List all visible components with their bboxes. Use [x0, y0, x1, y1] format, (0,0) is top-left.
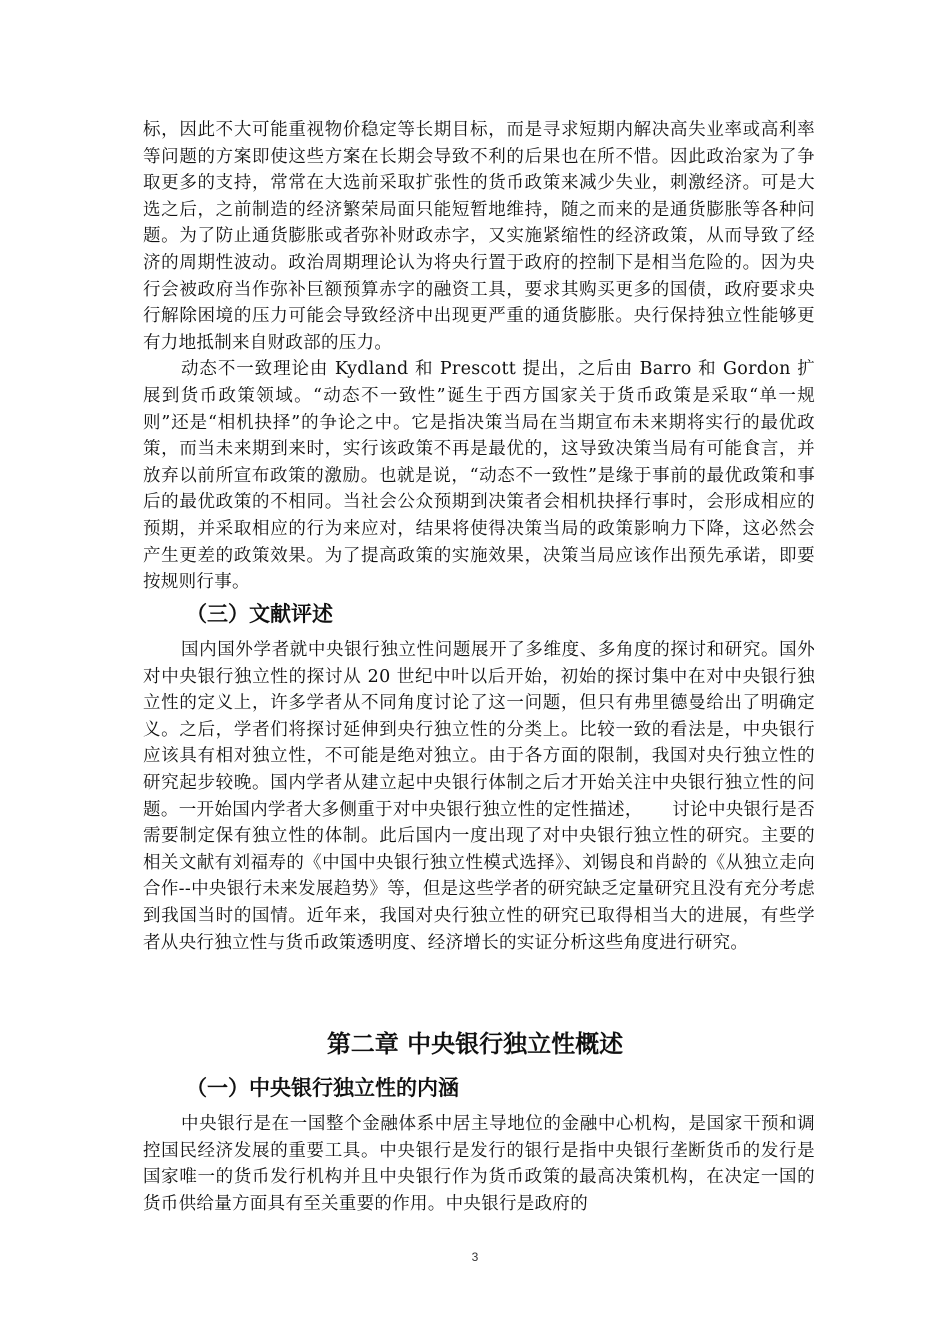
- page-number: 3: [471, 1250, 479, 1264]
- section-heading-connotation: （一）中央银行独立性的内涵: [186, 1076, 459, 1100]
- paragraph-political-cycle: 标，因此不大可能重视物价稳定等长期目标，而是寻求短期内解决高失业率或高利率等问题的方案即使这些方案在长期会导致不利的后果也在所不惜。因此政治家为了争取更多的支持，常常在大选前采取扩张性的货币政策来减少失业，刺激经济。可是大选之后，之前制造的经济繁荣局面只能短暂地维持，随之而来的是通货膨胀等各种问题。为了防止通货膨胀或者弥补财政赤字，又实施紧缩性的经济政策，从而导致了经济的周期性波动。政治周期理论认为将央行置于政府的控制下是相当危险的。因为央行会被政府当作弥补巨额预算赤字的融资工具，要求其购买更多的国债，政府要求央行解除困境的压力可能会导致经济中出现更严重的通货膨胀。央行保持独立性能够更有力地抵制来自财政部的压力。: [143, 120, 815, 353]
- chapter-title: 第二章 中央银行独立性概述: [326, 1030, 624, 1058]
- text-block-literature: [143, 637, 815, 956]
- text-block-theory: [143, 117, 815, 596]
- paragraph-dynamic-inconsistency: 动态不一致理论由 Kydland 和 Prescott 提出，之后由 Barro 和 Gordon 扩展到货币政策领域。“动态不一致性”诞生于西方国家关于货币政策是采取“单一规则”还是“相机抉择”的争论之中。它是指决策当局在当期宣布未来期将实行的最优政策，而当未来期到来时，实行该政策不再是最优的，这导致决策当局有可能食言，并放弃以前所宣布政策的激励。也就是说，“动态不一致性”是缘于事前的最优政策和事后的最优政策的不相同。当社会公众预期到决策者会相机抉择行事时，会形成相应的预期，并采取相应的行为来应对，结果将使得决策当局的政策影响力下降，这必然会产生更差的政策效果。为了提高政策的实施效果，决策当局应该作出预先承诺，即要按规则行事。: [143, 359, 815, 593]
- text-block-connotation: [143, 1111, 815, 1217]
- paragraph-central-bank-definition: 中央银行是在一国整个金融体系中居主导地位的金融中心机构，是国家干预和调控国民经济发展的重要工具。中央银行是发行的银行是指中央银行垄断货币的发行是国家唯一的货币发行机构并且中央银行作为货币政策的最高决策机构，在决定一国的货币供给量方面具有至关重要的作用。中央银行是政府的: [143, 1114, 815, 1214]
- paragraph-literature-review: 国内国外学者就中央银行独立性问题展开了多维度、多角度的探讨和研究。国外对中央银行独立性的探讨从 20 世纪中叶以后开始，初始的探讨集中在对中央银行独立性的定义上，许多学者从不同角度讨论了这一问题，但只有弗里德曼给出了明确定义。之后，学者们将探讨延伸到央行独立性的分类上。比较一致的看法是，中央银行应该具有相对独立性，不可能是绝对独立。由于各方面的限制，我国对央行独立性的研究起步较晚。国内学者从建立起中央银行体制之后才开始关注中央银行独立性的问题。一开始国内学者大多侧重于对中央银行独立性的定性描述， 讨论中央银行是否需要制定保有独立性的体制。此后国内一度出现了对中央银行独立性的研究。主要的相关文献有刘福寿的《中国中央银行独立性模式选择》、刘锡良和肖龄的《从独立走向合作--中央银行未来发展趋势》等，但是这些学者的研究缺乏定量研究且没有充分考虑到我国当时的国情。近年来，我国对央行独立性的研究已取得相当大的进展，有些学者从央行独立性与货币政策透明度、经济增长的实证分析这些角度进行研究。: [143, 640, 815, 953]
- section-heading-literature-review: （三）文献评述: [186, 602, 333, 626]
